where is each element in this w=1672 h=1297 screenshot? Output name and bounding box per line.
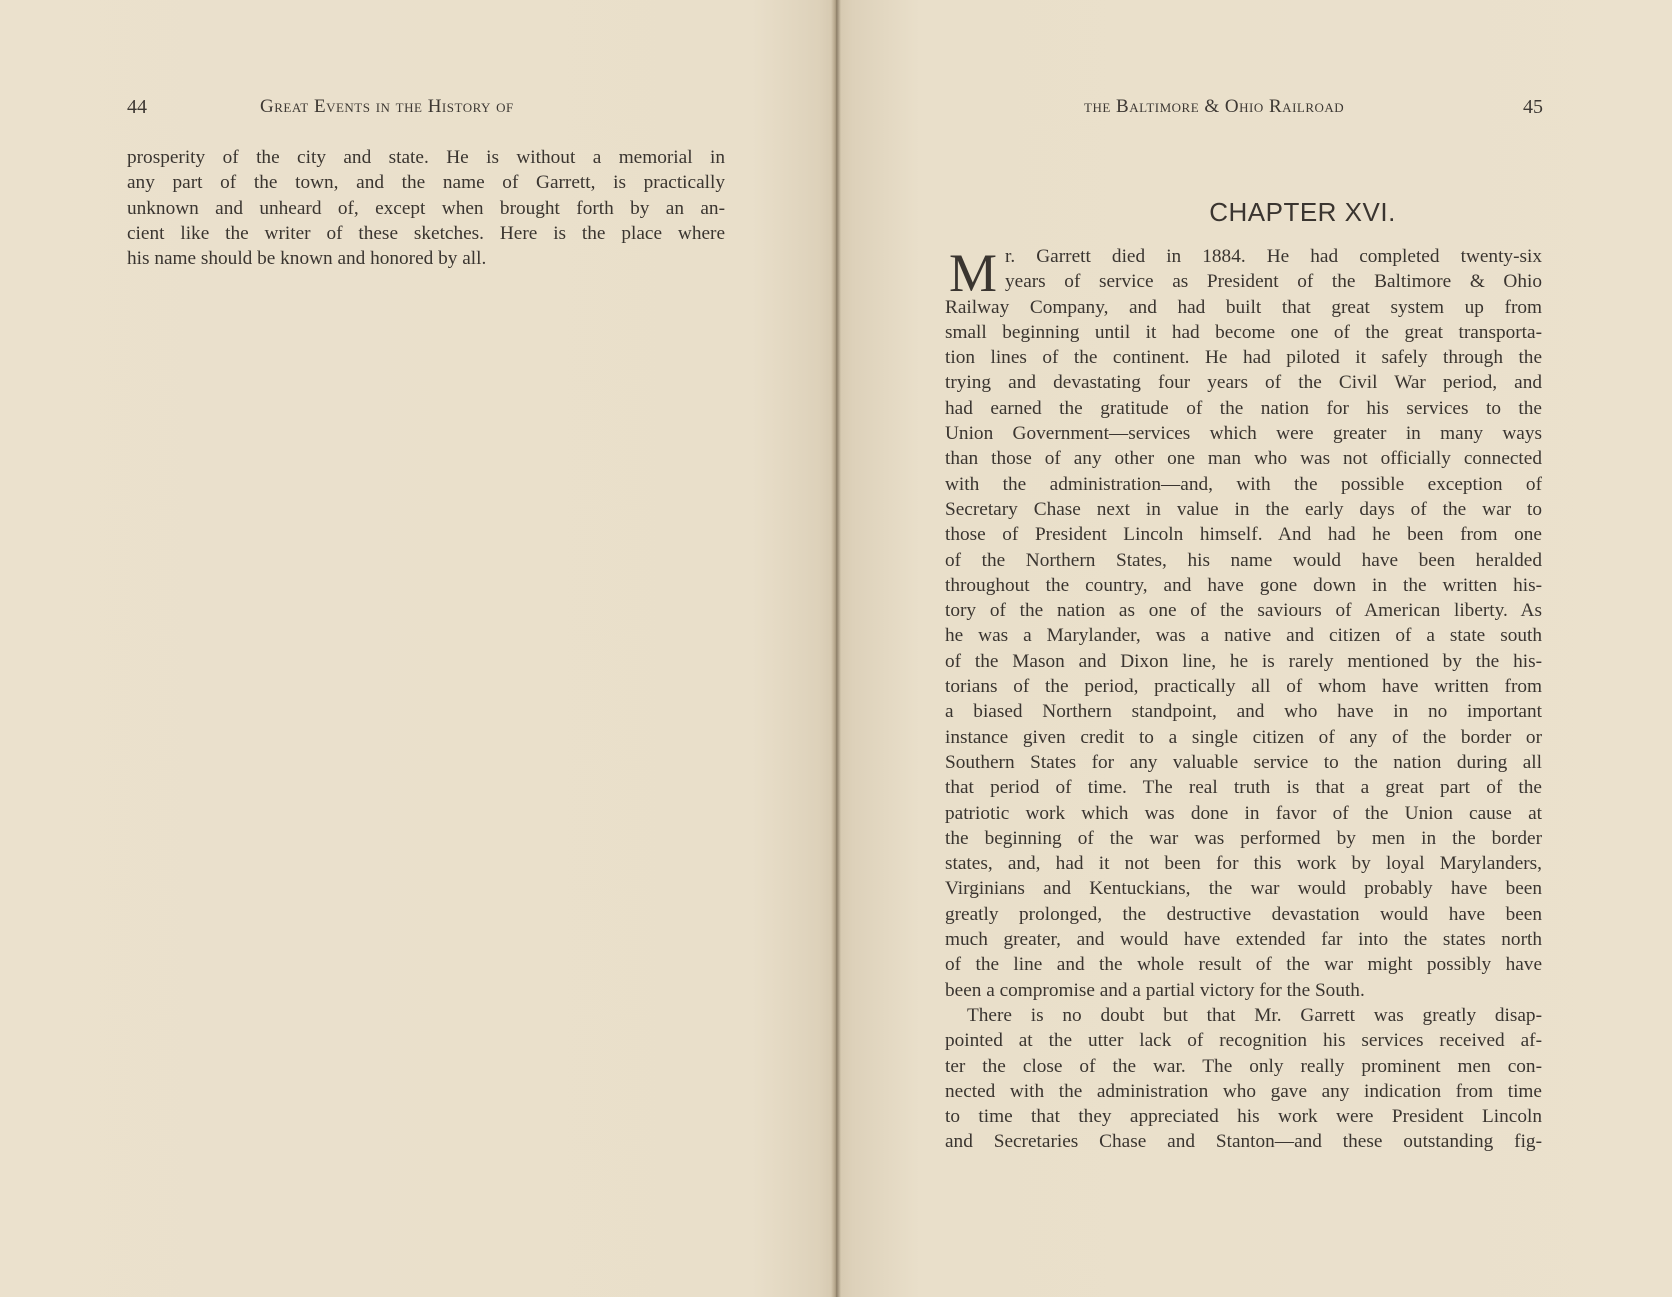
text-line: cient like the writer of these sketches. Here is the place where bbox=[127, 222, 725, 244]
drop-cap: M bbox=[949, 243, 998, 303]
right-page-text bbox=[945, 295, 1542, 1155]
text-line: than those of any other one man who was not officially connected bbox=[945, 448, 1542, 470]
text-line: years of service as President of the Baltimore & Ohio bbox=[1005, 271, 1542, 293]
text-line: he was a Marylander, was a native and citizen of a state south bbox=[945, 625, 1542, 647]
text-line: small beginning until it had become one of the great transporta- bbox=[945, 321, 1542, 343]
text-line: Union Government—services which were greater in many ways bbox=[945, 423, 1542, 445]
text-line: r. Garrett died in 1884. He had completed twenty-six bbox=[1005, 246, 1542, 267]
page-number-right: 45 bbox=[1523, 96, 1543, 118]
text-line: tion lines of the continent. He had piloted it safely through the bbox=[945, 347, 1542, 369]
right-page bbox=[841, 0, 1672, 1297]
text-line: those of President Lincoln himself. And had he been from one bbox=[945, 524, 1542, 546]
text-line: his name should be known and honored by all. bbox=[127, 248, 487, 270]
text-line: with the administration—and, with the possible exception of bbox=[945, 473, 1542, 495]
text-line: ter the close of the war. The only really prominent men con- bbox=[945, 1055, 1542, 1077]
left-page-text bbox=[127, 145, 725, 271]
text-line: greatly prolonged, the destructive devastation would have been bbox=[945, 903, 1542, 925]
text-line: a biased Northern standpoint, and who have in no important bbox=[945, 701, 1542, 723]
running-head-right: the Baltimore & Ohio Railroad bbox=[1084, 96, 1345, 117]
text-line: Virginians and Kentuckians, the war would probably have been bbox=[945, 878, 1542, 900]
text-line: been a compromise and a partial victory for the South. bbox=[945, 979, 1365, 1001]
text-line: trying and devastating four years of the Civil War period, and bbox=[945, 372, 1542, 394]
text-line: of the line and the whole result of the war might possibly have bbox=[945, 954, 1542, 976]
text-line: Secretary Chase next in value in the early days of the war to bbox=[945, 498, 1542, 520]
text-line: Southern States for any valuable service to the nation during all bbox=[945, 751, 1542, 773]
text-line: prosperity of the city and state. He is without a memorial in bbox=[127, 147, 725, 168]
text-line: any part of the town, and the name of Garrett, is practically bbox=[127, 172, 725, 194]
drop-cap-adjacent-text bbox=[1005, 244, 1542, 295]
text-line: the beginning of the war was performed by men in the border bbox=[945, 827, 1542, 849]
text-line: Railway Company, and had built that great system up from bbox=[945, 296, 1542, 318]
text-line: to time that they appreciated his work were President Lincoln bbox=[945, 1106, 1542, 1128]
book-gutter bbox=[831, 0, 841, 1297]
text-line: throughout the country, and have gone down in the written his- bbox=[945, 574, 1542, 596]
text-line: states, and, had it not been for this work by loyal Marylanders, bbox=[945, 853, 1542, 875]
text-line: torians of the period, practically all of whom have written from bbox=[945, 676, 1542, 698]
text-line: unknown and unheard of, except when brought forth by an an- bbox=[127, 197, 725, 219]
page-number-left: 44 bbox=[127, 96, 147, 118]
text-line: and Secretaries Chase and Stanton—and these outstanding fig- bbox=[945, 1131, 1542, 1153]
text-line: that period of time. The real truth is that a great part of the bbox=[945, 777, 1542, 799]
text-line: of the Mason and Dixon line, he is rarely mentioned by the his- bbox=[945, 650, 1542, 672]
text-line: of the Northern States, his name would have been heralded bbox=[945, 549, 1542, 571]
text-line: nected with the administration who gave any indication from time bbox=[945, 1080, 1542, 1102]
left-page bbox=[0, 0, 831, 1297]
text-line: had earned the gratitude of the nation for his services to the bbox=[945, 397, 1542, 419]
text-line: much greater, and would have extended far into the states north bbox=[945, 929, 1542, 951]
text-line: patriotic work which was done in favor of the Union cause at bbox=[945, 802, 1542, 824]
running-head-left: Great Events in the History of bbox=[260, 96, 514, 117]
text-line: tory of the nation as one of the saviours of American liberty. As bbox=[945, 600, 1542, 622]
chapter-title: CHAPTER XVI. bbox=[1209, 197, 1396, 227]
text-line: pointed at the utter lack of recognition his services received af- bbox=[945, 1030, 1542, 1052]
text-line: There is no doubt but that Mr. Garrett was greatly disap- bbox=[967, 1004, 1542, 1026]
text-line: instance given credit to a single citizen of any of the border or bbox=[945, 726, 1542, 748]
